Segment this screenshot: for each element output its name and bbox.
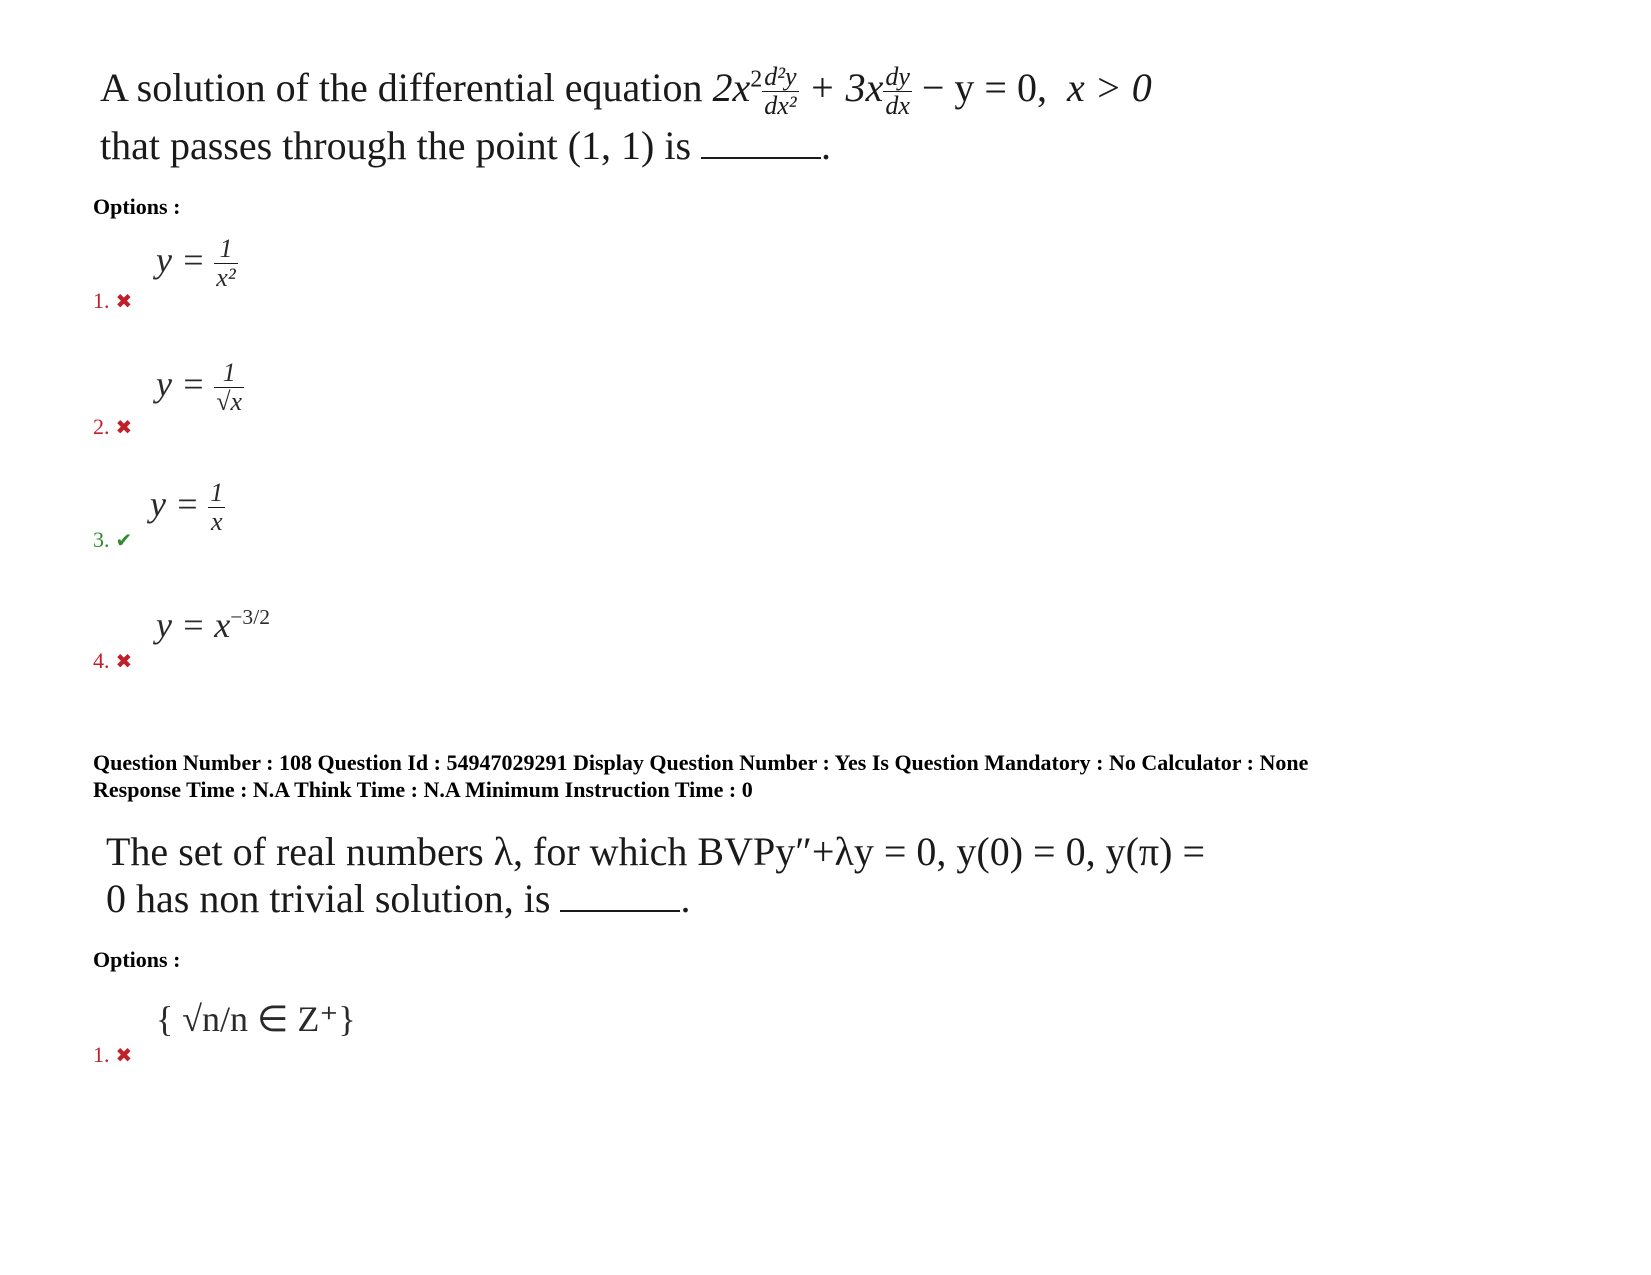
question-1-text (100, 64, 1152, 119)
option-4-expression: $y = x^{-3/2}$ (156, 605, 271, 645)
option-3-fraction: $\frac{1}{x}$ (210, 478, 224, 536)
option-1-expression: y = $\frac{1}{\text{x²}}$ (156, 234, 236, 292)
question-meta-line1: Question Number : 108 Question Id : 54947029291 Display Question Number : Yes Is Question Mandatory : No Calculator : None (93, 750, 1309, 775)
option-3-expression: y = $\frac{1}{x}$ (150, 478, 224, 536)
options-label: Options : (93, 947, 181, 972)
wrong-icon: ✖ (115, 651, 133, 673)
option-2-fraction: $\frac{1}{√x}$ (216, 358, 243, 416)
question-1-intro: A solution of the differential equation (100, 65, 703, 110)
option-3-marker: 3. ✔ (93, 527, 133, 552)
option-2-expression: y = $\frac{1}{√x}$ (156, 358, 243, 416)
eq-frac-b: $\frac{dy}{dx}$ (885, 62, 910, 121)
options-label: Options : (93, 194, 181, 219)
question-2-line2: 0 has non trivial solution, is . (106, 876, 691, 921)
option-4-marker: 4. ✖ (93, 648, 133, 673)
eq-coef-a: 2x (712, 65, 751, 110)
eq-tail: − y = 0, (921, 65, 1047, 110)
eq-frac-a: $\frac{\text{d²y}}{\text{dx²}}$ (764, 62, 797, 121)
eq-plus-term: + 3x (808, 65, 884, 110)
question-2-line1: The set of real numbers λ, for which BVPy″+λy = 0, y(0) = 0, y(π) = (106, 829, 1206, 874)
option-4-exponent: −3/2 (230, 605, 271, 629)
answer-blank (701, 131, 821, 159)
q2-option-1-marker: 1. ✖ (93, 1042, 133, 1067)
question-meta-line2: Response Time : N.A Think Time : N.A Minimum Instruction Time : 0 (93, 777, 753, 802)
wrong-icon: ✖ (115, 417, 133, 439)
option-2-marker: 2. ✖ (93, 414, 133, 439)
eq-condition: x > 0 (1067, 65, 1152, 110)
check-icon: ✔ (115, 530, 133, 552)
wrong-icon: ✖ (115, 1045, 133, 1067)
wrong-icon: ✖ (115, 291, 133, 313)
eq-exp-a: 2 (750, 66, 763, 93)
answer-blank (560, 884, 680, 912)
option-1-marker: 1. ✖ (93, 288, 133, 313)
q2-option-1-expression: { √n/n ∈ Z⁺} (156, 999, 356, 1039)
question-1-line2: that passes through the point (1, 1) is . (100, 123, 832, 168)
option-1-fraction: $\frac{1}{\text{x²}}$ (216, 234, 236, 292)
